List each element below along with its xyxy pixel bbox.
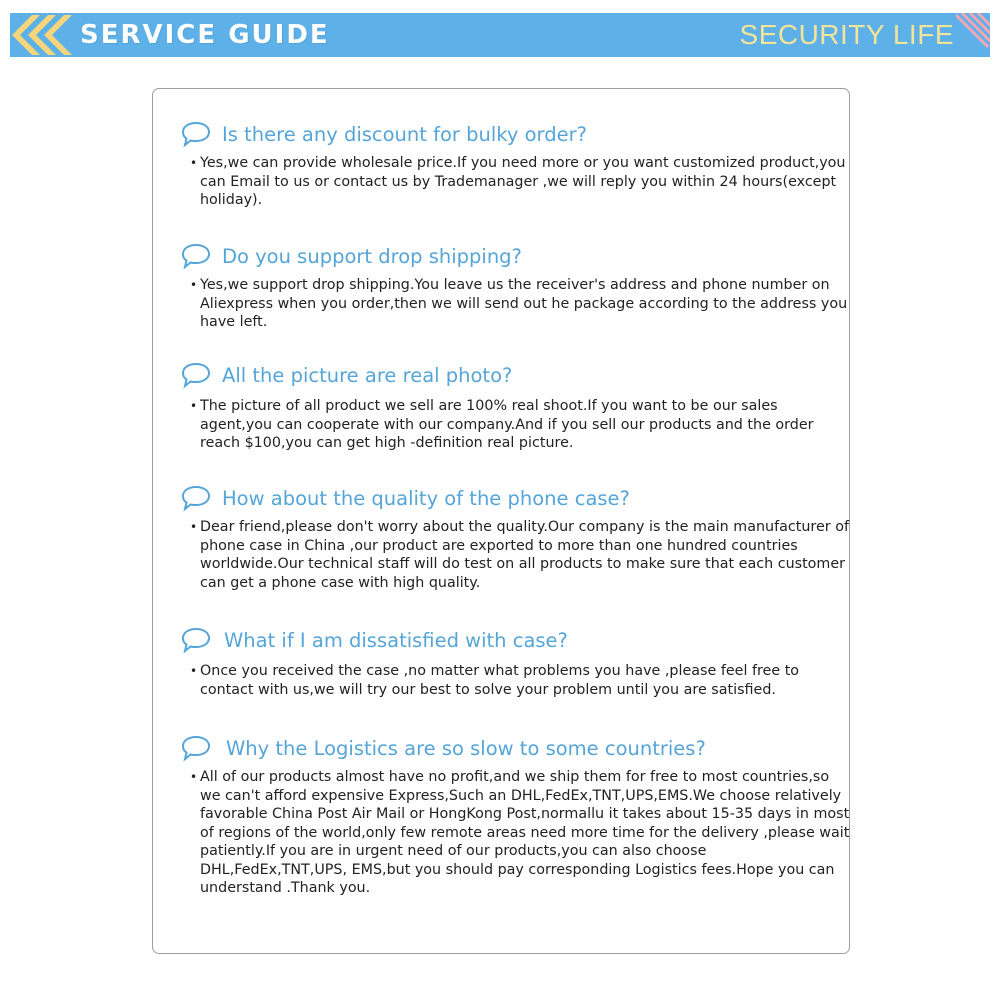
- speech-bubble-icon: [181, 120, 211, 148]
- speech-bubble-icon: [181, 734, 211, 762]
- faq-item: [181, 626, 853, 699]
- chevron-arrows-icon: [10, 13, 76, 57]
- service-guide-banner: [10, 13, 990, 57]
- faq-answer: • Dear friend,please don't worry about the quality.Our company is the main manufacturer of phone case in China ,our product are exported to more than one hundred countries worldwide.Our technical staff will do test on all products to make sure that each customer can get a phone case with high quality.: [181, 518, 854, 592]
- speech-bubble-icon: [181, 626, 211, 654]
- faq-item: [181, 242, 853, 332]
- faq-question: Is there any discount for bulky order?: [222, 123, 587, 146]
- faq-item: [181, 361, 853, 453]
- faq-question: How about the quality of the phone case?: [222, 487, 630, 510]
- speech-bubble-icon: [181, 242, 211, 270]
- banner-tagline: SECURITY LIFE: [739, 19, 954, 50]
- faq-question: Why the Logistics are so slow to some countries?: [226, 737, 706, 760]
- faq-question: Do you support drop shipping?: [222, 245, 522, 268]
- faq-answer: • Yes,we support drop shipping.You leave us the receiver's address and phone number on Aliexpress when you order,then we will send out he package according to the address you have left.: [181, 276, 854, 332]
- faq-item: [181, 120, 853, 210]
- faq-answer: • The picture of all product we sell are 100% real shoot.If you want to be our sales agent,you can cooperate with our company.And if you sell our products and the order reach $100,you can get high -definition real picture.: [181, 397, 854, 453]
- faq-item: [181, 734, 853, 898]
- faq-question: All the picture are real photo?: [222, 364, 513, 387]
- faq-answer: • Once you received the case ,no matter what problems you have ,please feel free to contact with us,we will try our best to solve your problem until you are satisfied.: [181, 662, 854, 699]
- faq-question: What if I am dissatisfied with case?: [224, 629, 568, 652]
- faq-item: [181, 484, 853, 592]
- faq-answer: • Yes,we can provide wholesale price.If you need more or you want customized product,you can Email to us or contact us by Trademanager ,we will reply you within 24 hours(except holiday).: [181, 154, 854, 210]
- speech-bubble-icon: [181, 361, 211, 389]
- banner-title: SERVICE GUIDE: [80, 20, 330, 50]
- speech-bubble-icon: [181, 484, 211, 512]
- faq-card: [152, 88, 850, 954]
- faq-answer: • All of our products almost have no profit,and we ship them for free to most countries,so we can't afford expensive Express,Such an DHL,FedEx,TNT,UPS,EMS.We choose relatively favorable China Post Air Mail or HongKong Post,normallu it takes about 15-35 days in most of regions of the world,only few remote areas need more time for the delivery ,please wait patiently.If you are in urgent need of our products,you can also choose DHL,FedEx,TNT,UPS, EMS,but you should pay corresponding Logistics fees.Hope you can understand .Thank you.: [181, 768, 854, 898]
- corner-stripes-decoration: [956, 13, 990, 57]
